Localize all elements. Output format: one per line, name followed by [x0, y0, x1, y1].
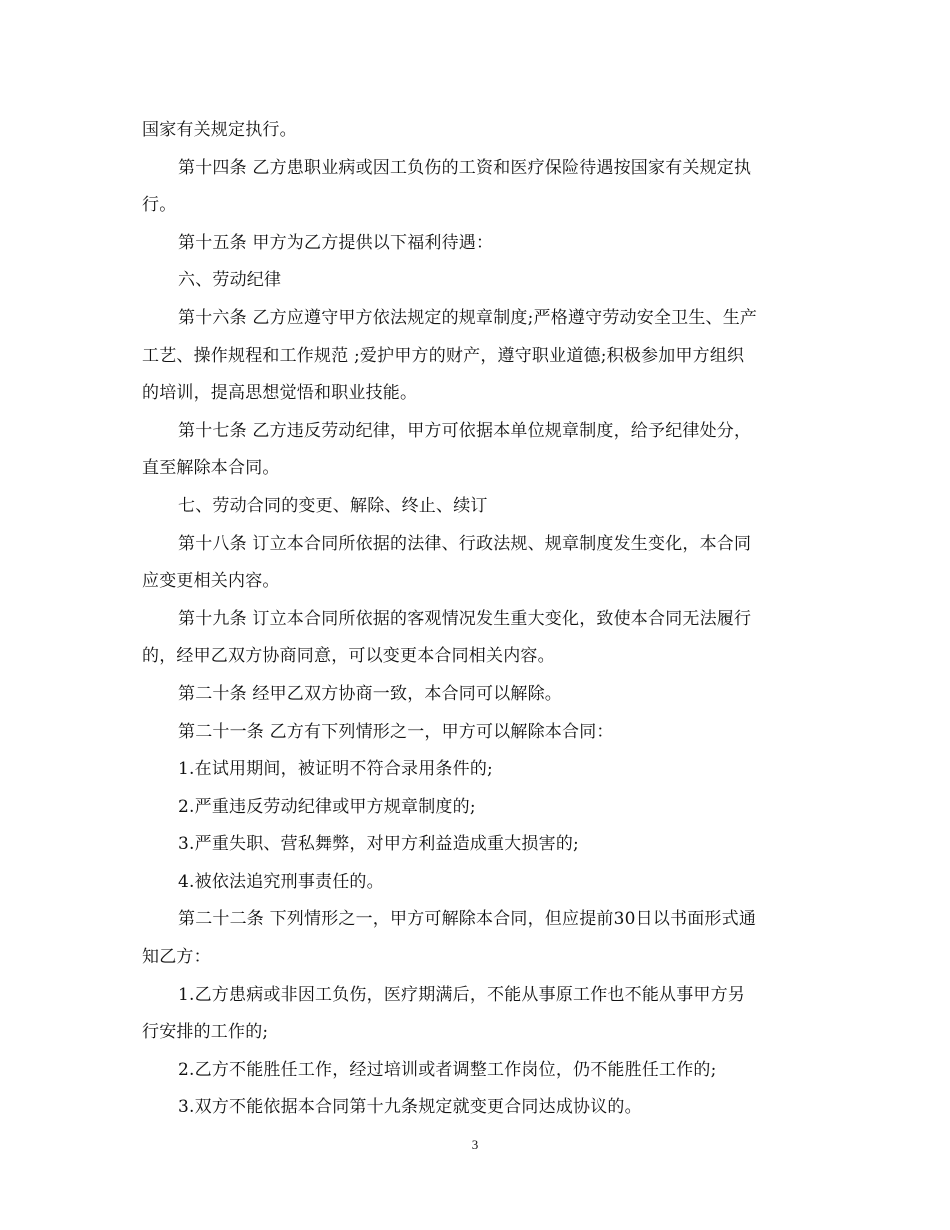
- text-line: 第二十二条 下列情形之一，甲方可解除本合同，但应提前30日以书面形式通: [178, 909, 757, 930]
- text-line: 第十九条 订立本合同所依据的客观情况发生重大变化，致使本合同无法履行: [178, 608, 752, 629]
- text-line: 第十四条 乙方患职业病或因工负伤的工资和医疗保险待遇按国家有关规定执: [178, 157, 752, 178]
- text-line: 六、劳动纪律: [178, 270, 282, 291]
- text-line: 国家有关规定执行。: [142, 120, 297, 140]
- text-line: 直至解除本合同。: [142, 458, 280, 479]
- text-line: 的培训，提高思想觉悟和职业技能。: [142, 383, 418, 404]
- text-line: 行安排的工作的;: [142, 1022, 269, 1043]
- text-line: 3.严重失职、营私舞弊，对甲方利益造成重大损害的;: [178, 834, 579, 855]
- text-line: 第十五条 甲方为乙方提供以下福利待遇：: [178, 232, 494, 253]
- text-line: 的，经甲乙双方协商同意，可以变更本合同相关内容。: [142, 646, 555, 667]
- document-body: [142, 112, 810, 1127]
- text-line: 1.乙方患病或非因工负伤，医疗期满后，不能从事原工作也不能从事甲方另: [178, 984, 746, 1005]
- text-line: 第十八条 订立本合同所依据的法律、行政法规、规章制度发生变化，本合同: [178, 533, 752, 554]
- page-number: 3: [471, 1137, 479, 1152]
- text-line: 第二十一条 乙方有下列情形之一，甲方可以解除本合同：: [178, 721, 614, 742]
- text-line: 七、劳动合同的变更、解除、终止、续订: [178, 495, 488, 516]
- text-line: 4.被依法追究刑事责任的。: [178, 871, 384, 892]
- text-line: 第二十条 经甲乙双方协商一致，本合同可以解除。: [178, 683, 563, 704]
- text-line: 2.严重违反劳动纪律或甲方规章制度的;: [178, 796, 476, 817]
- text-line: 第十六条 乙方应遵守甲方依法规定的规章制度;严格遵守劳动安全卫生、生产: [178, 307, 758, 328]
- text-line: 1.在试用期间，被证明不符合录用条件的;: [178, 759, 493, 780]
- text-line: 3.双方不能依据本合同第十九条规定就变更合同达成协议的。: [178, 1097, 642, 1118]
- text-line: 工艺、操作规程和工作规范 ;爱护甲方的财产，遵守职业道德;积极参加甲方组织: [142, 345, 745, 366]
- text-line: 行。: [142, 195, 177, 216]
- text-line: 第十七条 乙方违反劳动纪律，甲方可依据本单位规章制度，给予纪律处分，: [178, 420, 752, 441]
- text-line: 知乙方：: [142, 947, 211, 968]
- text-line: 应变更相关内容。: [142, 571, 280, 592]
- text-line: 2.乙方不能胜任工作，经过培训或者调整工作岗位，仍不能胜任工作的;: [178, 1059, 717, 1080]
